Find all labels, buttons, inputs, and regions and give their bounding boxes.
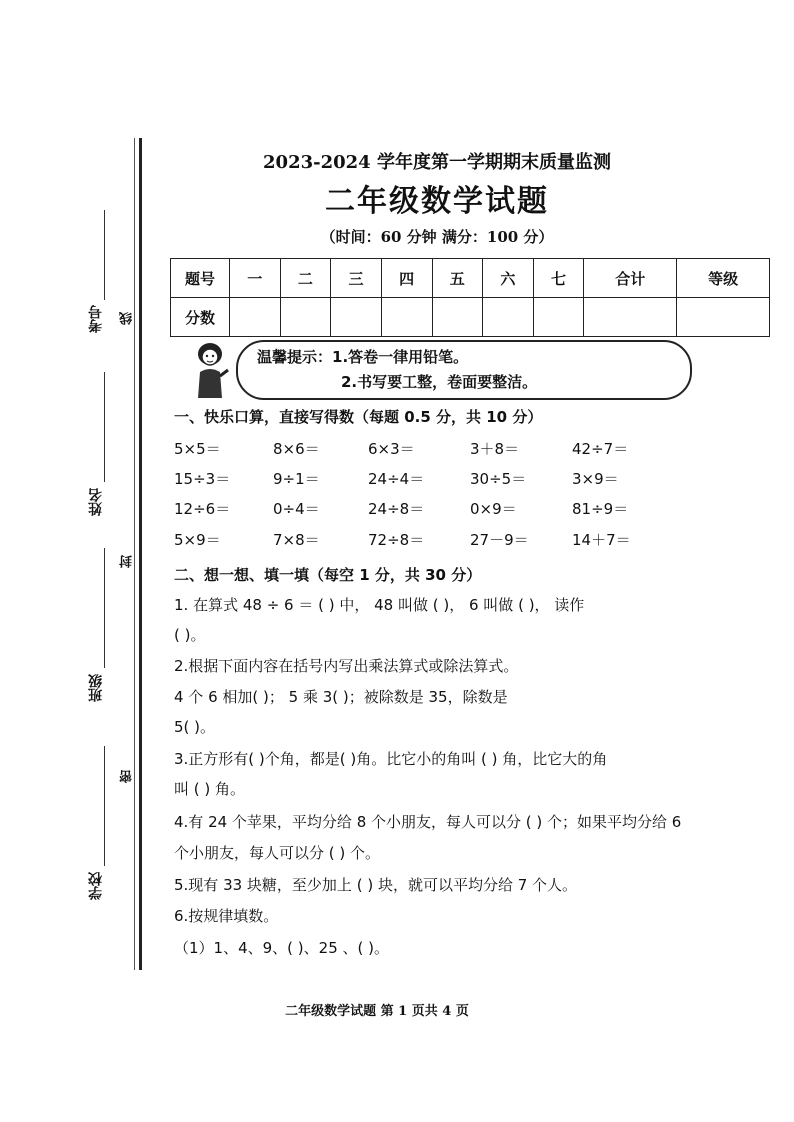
tips-line-1: 温馨提示：1.答卷一律用铅笔。: [257, 348, 469, 366]
score-input-cell[interactable]: [677, 298, 770, 337]
calc-item: 3＋8＝: [470, 440, 520, 458]
score-input-cell[interactable]: [381, 298, 432, 337]
calc-item: 5×5＝: [174, 440, 221, 458]
score-cell: 题号: [171, 259, 230, 298]
calc-item: 5×9＝: [174, 531, 221, 549]
score-cell: 四: [381, 259, 432, 298]
calc-item: 0×9＝: [470, 500, 517, 518]
calc-item: 9÷1＝: [273, 470, 320, 488]
score-cell: 一: [230, 259, 281, 298]
binding-border-inner: [134, 138, 135, 970]
calc-item: 8×6＝: [273, 440, 320, 458]
calc-item: 72÷8＝: [368, 531, 425, 549]
score-cell: 五: [432, 259, 483, 298]
calc-item: 42÷7＝: [572, 440, 629, 458]
score-row-label: 分数: [171, 298, 230, 337]
calc-item: 30÷5＝: [470, 470, 527, 488]
question-line: 4 个 6 相加( )； 5 乘 3( )；被除数是 35，除数是: [174, 688, 508, 706]
calc-item: 15÷3＝: [174, 470, 231, 488]
question-line: 4.有 24 个苹果，平均分给 8 个小朋友，每人可以分 ( ) 个；如果平均分给 6: [174, 813, 682, 831]
class-blank: [104, 548, 105, 668]
question-line: 5( )。: [174, 718, 216, 736]
score-input-cell[interactable]: [331, 298, 382, 337]
question-line: 2.根据下面内容在括号内写出乘法算式或除法算式。: [174, 657, 519, 675]
score-input-cell[interactable]: [483, 298, 534, 337]
calc-item: 3×9＝: [572, 470, 619, 488]
teacher-illustration: [188, 340, 232, 400]
question-line: 叫 ( ) 角。: [174, 780, 246, 798]
calc-item: 7×8＝: [273, 531, 320, 549]
class-label: 班级: [88, 674, 104, 702]
score-cell: 三: [331, 259, 382, 298]
score-table: [170, 258, 770, 337]
name-label: 姓名: [88, 488, 104, 516]
score-input-cell[interactable]: [280, 298, 331, 337]
section-1-title: 一、快乐口算，直接写得数（每题 0.5 分，共 10 分）: [174, 408, 543, 426]
question-line: ( )。: [174, 626, 206, 644]
page-footer: 二年级数学试题 第 1 页共 4 页: [285, 1004, 469, 1019]
term-title: 2023-2024 学年度第一学期期末质量监测: [263, 152, 611, 173]
score-input-cell[interactable]: [432, 298, 483, 337]
question-line: 1. 在算式 48 ÷ 6 ＝ ( ) 中， 48 叫做 ( )， 6 叫做 ( )， 读作: [174, 596, 585, 614]
exam-no-blank: [104, 210, 105, 300]
seal-secret-char: 密: [120, 770, 135, 783]
section-2-title: 二、想一想、填一填（每空 1 分，共 30 分）: [174, 566, 482, 584]
question-line: 6.按规律填数。: [174, 907, 279, 925]
question-line: （1）1、4、9、( )、25 、( )。: [174, 939, 389, 957]
score-cell: 二: [280, 259, 331, 298]
seal-line-char: 线: [120, 312, 135, 325]
calc-item: 24÷4＝: [368, 470, 425, 488]
score-cell: 六: [483, 259, 534, 298]
score-input-cell[interactable]: [584, 298, 677, 337]
score-cell: 等级: [677, 259, 770, 298]
binding-border: [139, 138, 142, 970]
school-label: 学校: [88, 872, 104, 900]
score-cell: 七: [533, 259, 584, 298]
calc-item: 27－9＝: [470, 531, 529, 549]
calc-item: 81÷9＝: [572, 500, 629, 518]
score-input-cell[interactable]: [230, 298, 281, 337]
exam-no-label: 考号: [88, 305, 104, 333]
school-blank: [104, 746, 105, 866]
score-table-score-row: [171, 298, 770, 337]
exam-title: 二年级数学试题: [325, 184, 549, 219]
score-input-cell[interactable]: [533, 298, 584, 337]
question-line: 3.正方形有( )个角，都是( )角。比它小的角叫 ( ) 角，比它大的角: [174, 750, 608, 768]
calc-item: 14＋7＝: [572, 531, 631, 549]
tips-line-2: 2.书写要工整，卷面要整洁。: [341, 373, 538, 391]
question-line: 5.现有 33 块糖，至少加上 ( ) 块，就可以平均分给 7 个人。: [174, 876, 578, 894]
calc-item: 6×3＝: [368, 440, 415, 458]
calc-item: 24÷8＝: [368, 500, 425, 518]
calc-item: 12÷6＝: [174, 500, 231, 518]
seal-seal-char: 封: [120, 555, 135, 568]
exam-meta: （时间：60 分钟 满分：100 分）: [320, 228, 554, 246]
score-table-header-row: [171, 259, 770, 298]
question-line: 个小朋友，每人可以分 ( ) 个。: [174, 844, 381, 862]
name-blank: [104, 372, 105, 482]
calc-item: 0÷4＝: [273, 500, 320, 518]
score-cell: 合计: [584, 259, 677, 298]
